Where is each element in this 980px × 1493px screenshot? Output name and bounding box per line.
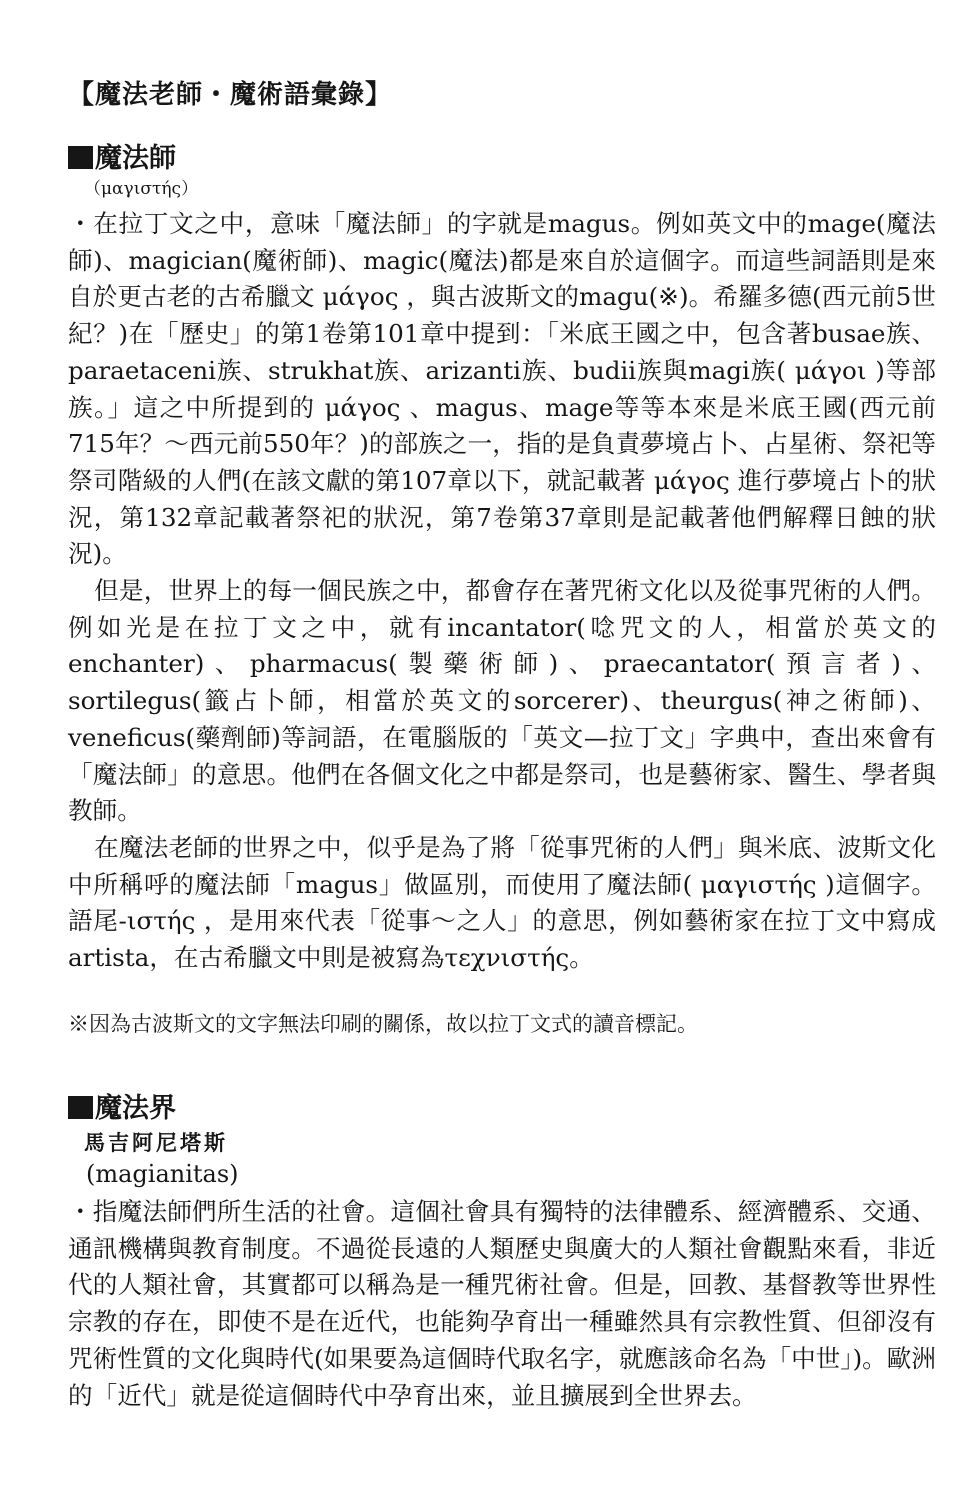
section-heading-mage (68, 136, 176, 175)
paragraph (68, 573, 936, 830)
section-subtitle-latin: (magianitas) (86, 1160, 239, 1188)
paragraph-text: 在魔法老師的世界之中，似乎是為了將「從事咒術的人們」與米底、波斯文化中所稱呼的魔法師「magus」做區別，而使用了魔法師( μαγιστής )這個字。語尾-ιστής ，是用來代表「從事～之人」的意思，例如藝術家在拉丁文中寫成artista，在古希臘文中則是被寫為τεχνιστής。 (68, 833, 936, 973)
footnote: ※因為古波斯文的文字無法印刷的關係，故以拉丁文式的讀音標記。 (68, 1012, 698, 1036)
paragraph-text: ・指魔法師們所生活的社會。這個社會具有獨特的法律體系、經濟體系、交通、通訊機構與教育制度。不過從長遠的人類歷史與廣大的人類社會觀點來看，非近代的人類社會，其實都可以稱為是一種咒術社會。但是，回教、基督教等世界性宗教的存在，即使不是在近代，也能夠孕育出一種雖然具有宗教性質、但卻沒有咒術性質的文化與時代(如果要為這個時代取名字，就應該命名為「中世」)。歐洲的「近代」就是從這個時代中孕育出來，並且擴展到全世界去。 (68, 1197, 936, 1410)
section-title: 魔法師 (95, 143, 176, 174)
square-bullet-icon (68, 1096, 93, 1119)
page-header: 【魔法老師・魔術語彙錄】 (68, 80, 393, 110)
paragraph (68, 1194, 936, 1414)
paragraph-text: 但是，世界上的每一個民族之中，都會存在著咒術文化以及從事咒術的人們。例如光是在拉丁文之中，就有incantator(唸咒文的人，相當於英文的enchanter)、pharmacus(製藥術師)、praecantator(預言者)、sortilegus(籤占卜師，相當於英文的sorcerer)、theurgus(神之術師)、veneficus(藥劑師)等詞語，在電腦版的「英文—拉丁文」字典中，查出來會有「魔法師」的意思。他們在各個文化之中都是祭司，也是藝術家、醫生、學者與教師。 (68, 576, 936, 826)
section-heading-magic-world (68, 1086, 176, 1125)
paragraph-text: ・在拉丁文之中，意味「魔法師」的字就是magus。例如英文中的mage(魔法師)、magician(魔術師)、magic(魔法)都是來自於這個字。而這些詞語則是來自於更古老的古希臘文 μάγος ，與古波斯文的magu(※)。希羅多德(西元前5世紀？)在「歷史」的第1卷第101章中提到：「米底王國之中，包含著busae族、paraetaceni族、strukhat族、arizanti族、budii族與magi族( μάγοι )等部族。」這之中所提到的 μάγος 、magus、mage等等本來是米底王國(西元前715年？～西元前550年？)的部族之一，指的是負責夢境占卜、占星術、祭祀等祭司階級的人們(在該文獻的第107章以下，就記載著 μάγος 進行夢境占卜的狀況，第132章記載著祭祀的狀況，第7卷第37章則是記載著他們解釋日蝕的狀況)。 (68, 209, 936, 569)
paragraph (68, 830, 936, 977)
square-bullet-icon (68, 146, 93, 169)
section-title: 魔法界 (95, 1093, 176, 1124)
section-ruby-reading: 馬吉阿尼塔斯 (84, 1130, 228, 1155)
paragraph (68, 206, 936, 573)
section-subtitle-greek: （μαγιστής） (84, 179, 199, 199)
